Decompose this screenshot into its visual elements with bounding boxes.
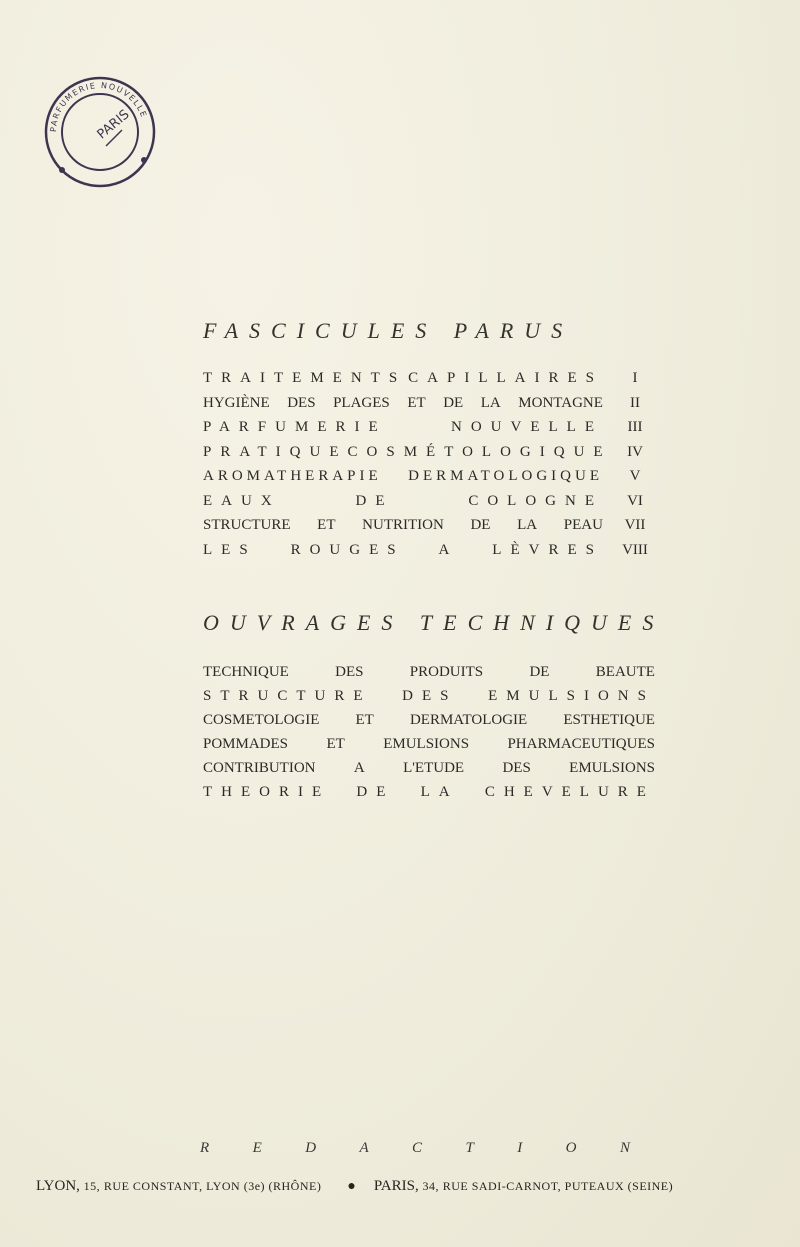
- fascicules-list: [203, 370, 653, 566]
- redaction-heading: [200, 1140, 630, 1157]
- ouvrage-title: STRUCTURE DES EMULSIONS: [203, 688, 655, 704]
- fascicule-row: [203, 419, 653, 444]
- footer-addresses: [0, 1178, 800, 1195]
- fascicules-title: FASCICULES PARUS: [203, 318, 574, 343]
- fascicule-title: HYGIÈNE DES PLAGES ET DE LA MONTAGNE: [203, 394, 603, 411]
- fascicule-number: I: [632, 370, 638, 386]
- svg-text:PARIS: PARIS: [94, 107, 133, 143]
- library-stamp: [38, 76, 158, 188]
- ouvrage-row: [203, 712, 655, 736]
- paris-street: RUE SADI-CARNOT, PUTEAUX (SEINE): [442, 1179, 674, 1193]
- fascicule-title: STRUCTURE ET NUTRITION DE LA PEAU: [203, 517, 603, 533]
- ouvrage-title: COSMETOLOGIE ET DERMATOLOGIE ESTHETIQUE: [203, 712, 655, 728]
- ouvrages-title: OUVRAGES TECHNIQUES: [203, 610, 665, 635]
- fascicule-title: PRATIQUE COSMÉTOLOGIQUE: [203, 443, 612, 460]
- separator-bullet: ●: [347, 1179, 356, 1194]
- lyon-number: 15,: [83, 1179, 101, 1193]
- fascicule-row: [203, 395, 653, 420]
- fascicule-number: VIII: [622, 541, 648, 558]
- ouvrage-row: [203, 784, 655, 808]
- lyon-city: LYON,: [36, 1178, 80, 1194]
- ouvrage-row: [203, 688, 655, 712]
- ouvrages-list: [203, 664, 655, 808]
- fascicule-row: [203, 370, 653, 395]
- ouvrage-row: [203, 736, 655, 760]
- redaction-letter: E: [252, 1140, 262, 1156]
- fascicule-number: V: [629, 468, 641, 484]
- lyon-address: [36, 1178, 321, 1195]
- ouvrage-title: THEORIE DE LA CHEVELURE: [203, 784, 655, 800]
- redaction-letter: R: [200, 1140, 210, 1156]
- fascicule-row: [203, 493, 653, 518]
- redaction-letter: I: [517, 1140, 523, 1156]
- ouvrage-title: POMMADES ET EMULSIONS PHARMACEUTIQUES: [203, 736, 655, 752]
- redaction-letter: A: [359, 1140, 369, 1156]
- redaction-letter: C: [412, 1140, 423, 1156]
- redaction-letter: D: [305, 1140, 317, 1156]
- paris-address: [374, 1178, 673, 1195]
- paris-city: PARIS,: [373, 1178, 419, 1194]
- fascicule-row: [203, 444, 653, 469]
- fascicule-number: IV: [627, 443, 643, 460]
- fascicule-title: LES ROUGES A LÈVRES: [203, 541, 603, 558]
- redaction-letter: O: [565, 1140, 577, 1156]
- lyon-street: RUE CONSTANT, LYON (3e) (RHÔNE): [103, 1179, 322, 1193]
- redaction-letter: T: [465, 1140, 474, 1156]
- fascicule-number: VI: [627, 492, 643, 509]
- paris-number: 34,: [422, 1179, 439, 1193]
- fascicule-title: AROMATHERAPIE DERMATOLOGIQUE: [203, 468, 603, 484]
- ouvrage-row: [203, 760, 655, 784]
- svg-text:PARFUMERIE NOUVELLE: PARFUMERIE NOUVELLE: [48, 80, 149, 133]
- ouvrage-title: TECHNIQUE DES PRODUITS DE BEAUTE: [203, 664, 655, 680]
- fascicule-row: [203, 468, 653, 493]
- fascicule-title: TRAITEMENTS CAPILLAIRES: [203, 370, 603, 386]
- ouvrage-title: CONTRIBUTION A L'ETUDE DES EMULSIONS: [203, 760, 655, 776]
- redaction-letter: N: [619, 1140, 630, 1156]
- stamp-seal-icon: [38, 76, 158, 188]
- fascicule-number: II: [630, 394, 640, 411]
- ouvrage-row: [203, 664, 655, 688]
- fascicule-title: PARFUMERIE NOUVELLE: [203, 419, 603, 435]
- fascicule-row: [203, 517, 653, 542]
- fascicule-number: VII: [624, 517, 646, 533]
- fascicule-title: EAUX DE COLOGNE: [203, 492, 603, 509]
- fascicule-number: III: [627, 419, 643, 435]
- fascicule-row: [203, 542, 653, 567]
